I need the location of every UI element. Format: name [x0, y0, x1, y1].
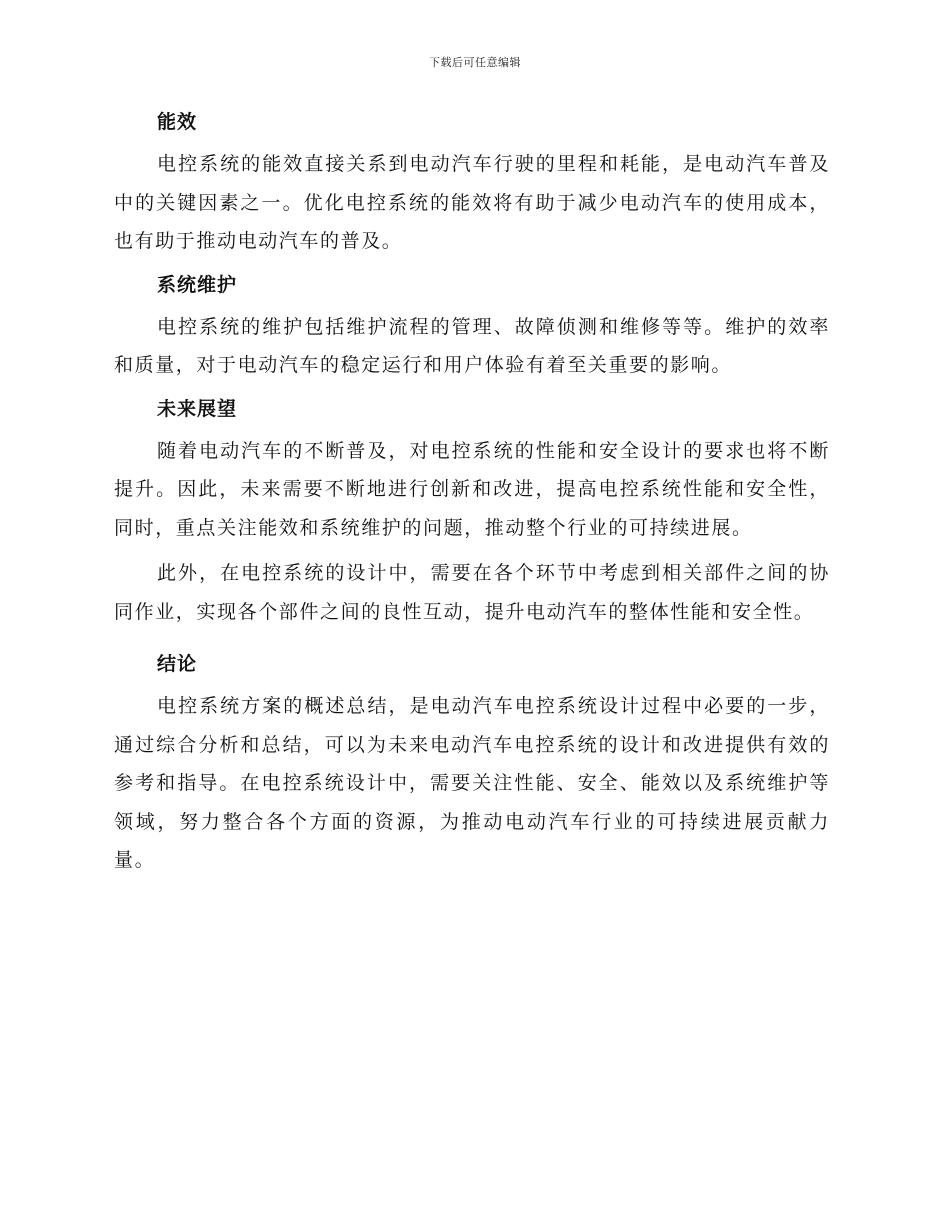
page-header-note: 下载后可任意编辑: [429, 56, 521, 69]
paragraph: 此外，在电控系统的设计中，需要在各个环节中考虑到相关部件之间的协同作业，实现各个部件之间的良性互动，提升电动汽车的整体性能和安全性。: [114, 562, 830, 623]
paragraph: 电控系统的维护包括维护流程的管理、故障侦测和维修等等。维护的效率和质量，对于电动汽车的稳定运行和用户体验有着至关重要的影响。: [114, 315, 830, 376]
section-system-maintenance: [114, 271, 830, 385]
section-heading: 未来展望: [157, 397, 238, 420]
section-heading: 能效: [157, 111, 198, 133]
section-heading: 系统维护: [157, 273, 238, 296]
section-heading: 结论: [157, 653, 198, 675]
paragraph: 随着电动汽车的不断普及，对电控系统的性能和安全设计的要求也将不断提升。因此，未来需要不断地进行创新和改进，提高电控系统性能和安全性，同时，重点关注能效和系统维护的问题，推动整个行业的可持续进展。: [114, 439, 830, 539]
section-future-outlook: [114, 395, 830, 632]
paragraph: 电控系统方案的概述总结，是电动汽车电控系统设计过程中必要的一步，通过综合分析和总结，可以为未来电动汽车电控系统的设计和改进提供有效的参考和指导。在电控系统设计中，需要关注性能、安全、能效以及系统维护等领域，努力整合各个方面的资源，为推动电动汽车行业的可持续进展贡献力量。: [114, 695, 830, 871]
paragraph: 电控系统的能效直接关系到电动汽车行驶的里程和耗能，是电动汽车普及中的关键因素之一。优化电控系统的能效将有助于减少电动汽车的使用成本，也有助于推动电动汽车的普及。: [114, 153, 830, 252]
section-energy-efficiency: [114, 108, 830, 261]
section-conclusion: [114, 650, 830, 880]
document-body: [114, 108, 830, 887]
